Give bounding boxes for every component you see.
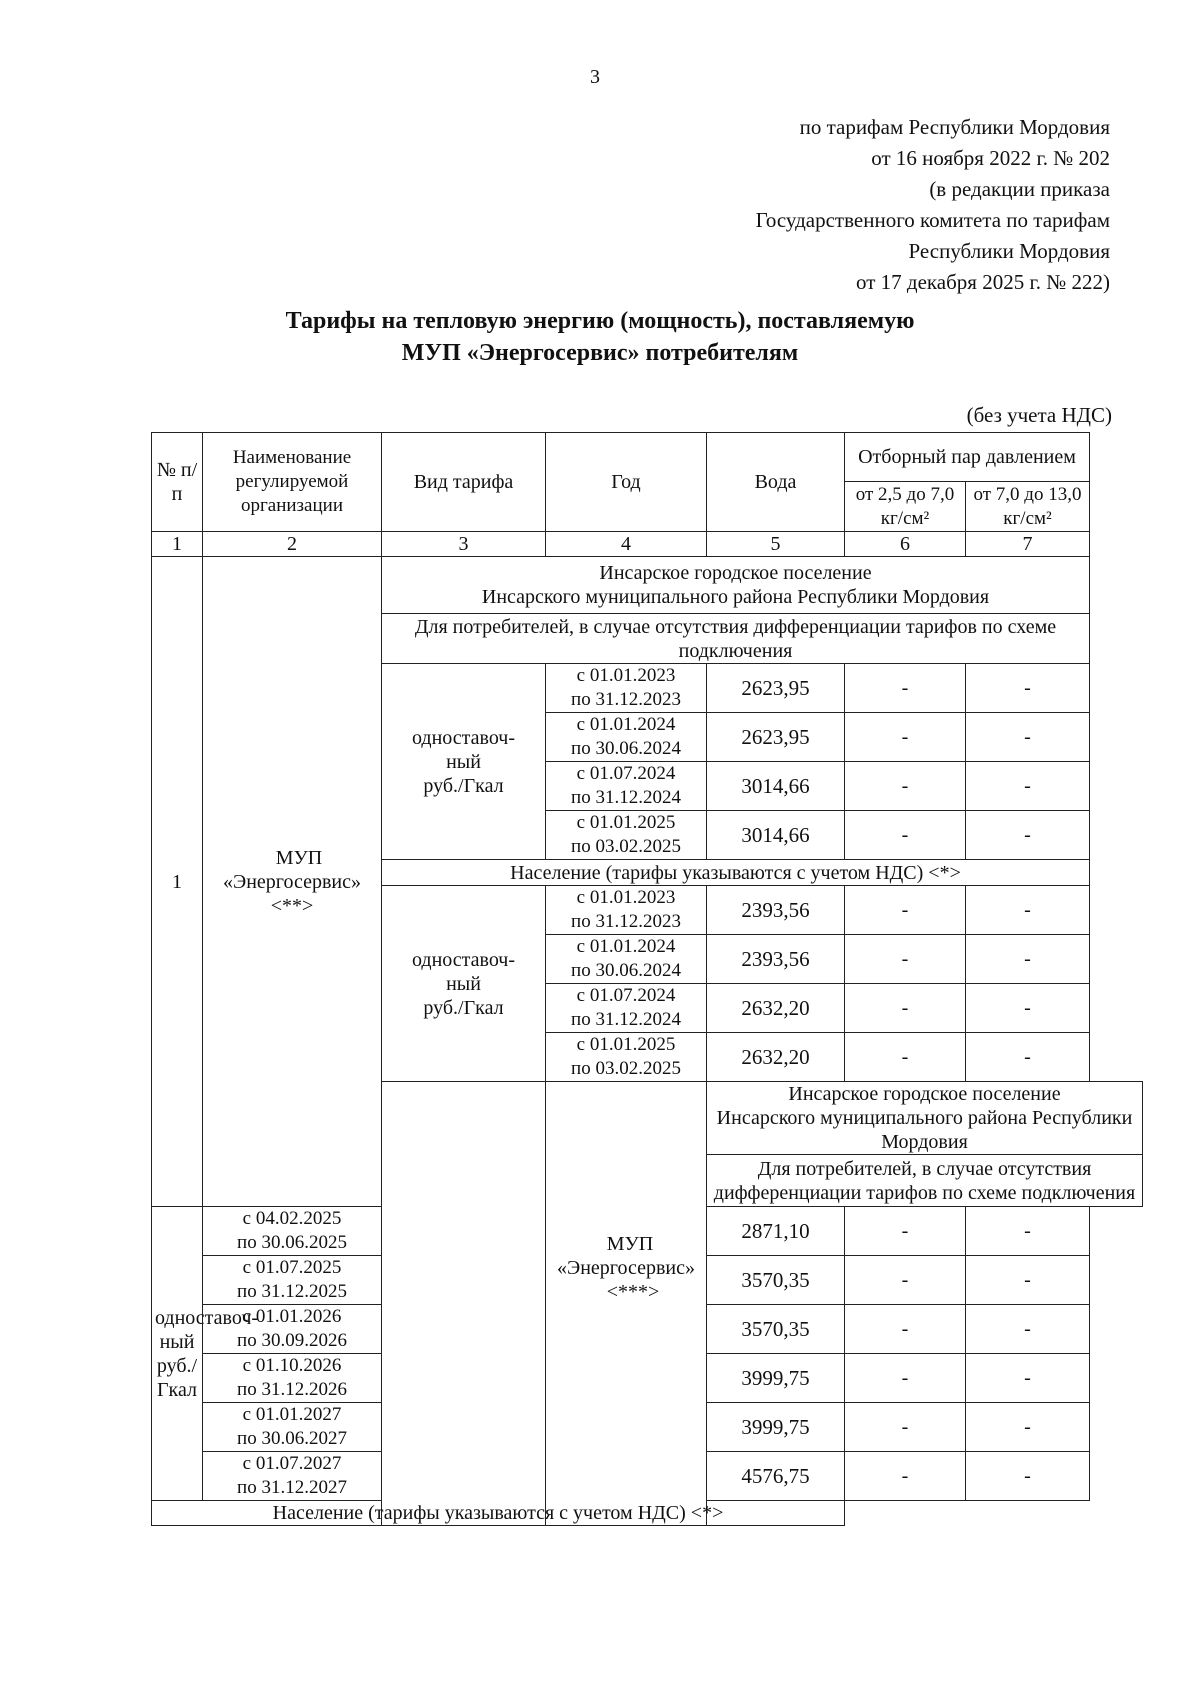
period-to: по 31.12.2025: [237, 1281, 347, 1302]
period-to: по 30.09.2026: [237, 1330, 347, 1351]
territory-row: [707, 1082, 1143, 1155]
steam-b-value: -: [966, 1452, 1090, 1501]
order-reference-line: от 16 ноября 2022 г. № 202: [871, 146, 1110, 170]
period-from: с 04.02.2025: [242, 1208, 342, 1229]
water-value: 2871,10: [707, 1207, 845, 1256]
tariff-type-line: руб./Гкал: [156, 1354, 198, 1401]
steam-b-value: -: [966, 886, 1090, 935]
period-to: по 30.06.2027: [237, 1428, 347, 1449]
document-title: [0, 305, 1200, 369]
col-number: 4: [546, 532, 707, 557]
period-cell: [546, 1033, 707, 1082]
territory-line: Инсарское городское поселение: [788, 1083, 1061, 1105]
steam-b-value: -: [966, 1256, 1090, 1305]
period-from: с 01.01.2026: [242, 1306, 342, 1327]
period-to: по 03.02.2025: [571, 1058, 681, 1079]
water-value: 3999,75: [707, 1403, 845, 1452]
row-number: [382, 1082, 546, 1526]
period-cell: [203, 1403, 382, 1452]
col-number: 5: [707, 532, 845, 557]
col-number: 1: [152, 532, 203, 557]
tariff-type-line: ный: [159, 1330, 195, 1353]
period-from: с 01.01.2025: [576, 812, 676, 833]
territory-line: Инсарского муниципального района Республики Мордовия: [481, 586, 990, 608]
header-year: Год: [546, 433, 707, 532]
steam-b-value: -: [966, 1354, 1090, 1403]
period-to: по 31.12.2023: [571, 689, 681, 710]
water-value: 3999,75: [707, 1354, 845, 1403]
steam-a-value: -: [845, 811, 966, 860]
steam-b-value: -: [966, 811, 1090, 860]
header-steam: Отборный пар давлением: [845, 433, 1090, 482]
water-value: 2393,56: [707, 886, 845, 935]
water-value: 3570,35: [707, 1256, 845, 1305]
tariff-type-line: руб./Гкал: [423, 996, 504, 1019]
period-to: по 31.12.2023: [571, 911, 681, 932]
period-from: с 01.07.2024: [576, 985, 676, 1006]
steam-b-value: -: [966, 1207, 1090, 1256]
title-line-1: Тарифы на тепловую энергию (мощность), поставляемую: [285, 308, 915, 334]
territory-line: Инсарское городское поселение: [599, 562, 872, 584]
water-value: 2623,95: [707, 664, 845, 713]
section-title: Население (тарифы указываются с учетом НДС) <*>: [152, 1501, 845, 1526]
order-reference-line: (в редакции приказа: [929, 177, 1110, 201]
period-from: с 01.01.2024: [576, 714, 676, 735]
period-to: по 30.06.2024: [571, 960, 681, 981]
period-cell: [203, 1207, 382, 1256]
org-line: МУП: [606, 1233, 654, 1255]
period-cell: [546, 811, 707, 860]
org-line: <***>: [606, 1281, 660, 1303]
steam-a-value: -: [845, 1207, 966, 1256]
water-value: 2632,20: [707, 984, 845, 1033]
steam-a-value: -: [845, 1033, 966, 1082]
period-to: по 30.06.2024: [571, 738, 681, 759]
order-reference-line: Республики Мордовия: [908, 239, 1110, 263]
header-water: Вода: [707, 433, 845, 532]
header-org: Наименование регулируемой организации: [203, 433, 382, 532]
organization-name: [546, 1082, 707, 1526]
header-steam-b: от 7,0 до 13,0 кг/см²: [966, 482, 1090, 532]
order-reference-line: Государственного комитета по тарифам: [755, 208, 1110, 232]
period-from: с 01.01.2023: [576, 887, 676, 908]
period-from: с 01.07.2024: [576, 763, 676, 784]
period-cell: [546, 664, 707, 713]
period-from: с 01.10.2026: [242, 1355, 342, 1376]
tariff-type: [382, 664, 546, 860]
tariff-type: [152, 1207, 259, 1501]
water-value: 3014,66: [707, 811, 845, 860]
period-to: по 30.06.2025: [237, 1232, 347, 1253]
water-value: 3014,66: [707, 762, 845, 811]
period-from: с 01.01.2024: [576, 936, 676, 957]
row-number: 1: [152, 557, 203, 1207]
page-number: 3: [590, 66, 600, 88]
tariff-type-line: руб./Гкал: [423, 774, 504, 797]
period-from: с 01.01.2027: [242, 1404, 342, 1425]
period-cell: [203, 1256, 382, 1305]
steam-b-value: -: [966, 1403, 1090, 1452]
tariff-type-line: одноставоч-: [411, 948, 516, 971]
period-to: по 31.12.2026: [237, 1379, 347, 1400]
col-number: 6: [845, 532, 966, 557]
steam-a-value: -: [845, 1403, 966, 1452]
tariff-type: [382, 886, 546, 1082]
steam-b-value: -: [966, 1033, 1090, 1082]
org-line: «Энергосервис»: [222, 870, 361, 893]
period-cell: [546, 984, 707, 1033]
period-cell: [546, 713, 707, 762]
territory-row: [382, 557, 1090, 614]
steam-a-value: -: [845, 1354, 966, 1403]
steam-b-value: -: [966, 935, 1090, 984]
period-cell: [546, 886, 707, 935]
steam-a-value: -: [845, 713, 966, 762]
vat-note: (без учета НДС): [966, 403, 1112, 427]
territory-line: Инсарского муниципального района Республики Мордовия: [716, 1107, 1133, 1153]
title-line-2: МУП «Энергосервис» потребителям: [401, 340, 799, 366]
period-to: по 31.12.2024: [571, 787, 681, 808]
steam-a-value: -: [845, 935, 966, 984]
steam-a-value: -: [845, 762, 966, 811]
period-to: по 31.12.2027: [237, 1477, 347, 1498]
period-from: с 01.01.2025: [576, 1034, 676, 1055]
steam-a-value: -: [845, 1256, 966, 1305]
steam-b-value: -: [966, 762, 1090, 811]
org-line: <**>: [270, 894, 314, 917]
period-cell: [546, 762, 707, 811]
steam-a-value: -: [845, 664, 966, 713]
org-line: МУП: [275, 846, 323, 869]
water-value: 2393,56: [707, 935, 845, 984]
header-num: № п/п: [152, 433, 203, 532]
steam-a-value: -: [845, 886, 966, 935]
period-to: по 31.12.2024: [571, 1009, 681, 1030]
tariff-type-line: ный: [446, 972, 481, 995]
period-cell: [203, 1452, 382, 1501]
period-cell: [546, 935, 707, 984]
water-value: 3570,35: [707, 1305, 845, 1354]
period-from: с 01.07.2025: [242, 1257, 342, 1278]
section-title: Для потребителей, в случае отсутствия дифференциации тарифов по схеме подключения: [382, 614, 1090, 664]
water-value: 2623,95: [707, 713, 845, 762]
order-reference-line: по тарифам Республики Мордовия: [799, 115, 1110, 139]
period-from: с 01.01.2023: [576, 665, 676, 686]
steam-b-value: -: [966, 664, 1090, 713]
water-value: 2632,20: [707, 1033, 845, 1082]
tariff-type-line: ный: [446, 750, 481, 773]
org-line: «Энергосервис»: [556, 1257, 695, 1279]
header-steam-a: от 2,5 до 7,0 кг/см²: [845, 482, 966, 532]
steam-a-value: -: [845, 1305, 966, 1354]
period-cell: [203, 1354, 382, 1403]
header-tariff-type: Вид тарифа: [382, 433, 546, 532]
steam-b-value: -: [966, 1305, 1090, 1354]
steam-b-value: -: [966, 984, 1090, 1033]
col-number: 3: [382, 532, 546, 557]
period-from: с 01.07.2027: [242, 1453, 342, 1474]
col-number: 7: [966, 532, 1090, 557]
period-to: по 03.02.2025: [571, 836, 681, 857]
order-reference-line: от 17 декабря 2025 г. № 222): [856, 270, 1110, 294]
section-title: Население (тарифы указываются с учетом НДС) <*>: [382, 860, 1090, 886]
steam-a-value: -: [845, 1452, 966, 1501]
organization-name: [203, 557, 382, 1207]
tariff-type-line: одноставоч-: [411, 726, 516, 749]
steam-b-value: -: [966, 713, 1090, 762]
steam-a-value: -: [845, 984, 966, 1033]
tariff-type-line: одноставоч-: [155, 1306, 259, 1329]
tariff-table: [151, 432, 1143, 1526]
col-number: 2: [203, 532, 382, 557]
water-value: 4576,75: [707, 1452, 845, 1501]
section-title: Для потребителей, в случае отсутствия дифференциации тарифов по схеме подключения: [707, 1155, 1143, 1207]
order-reference: [756, 112, 1110, 298]
